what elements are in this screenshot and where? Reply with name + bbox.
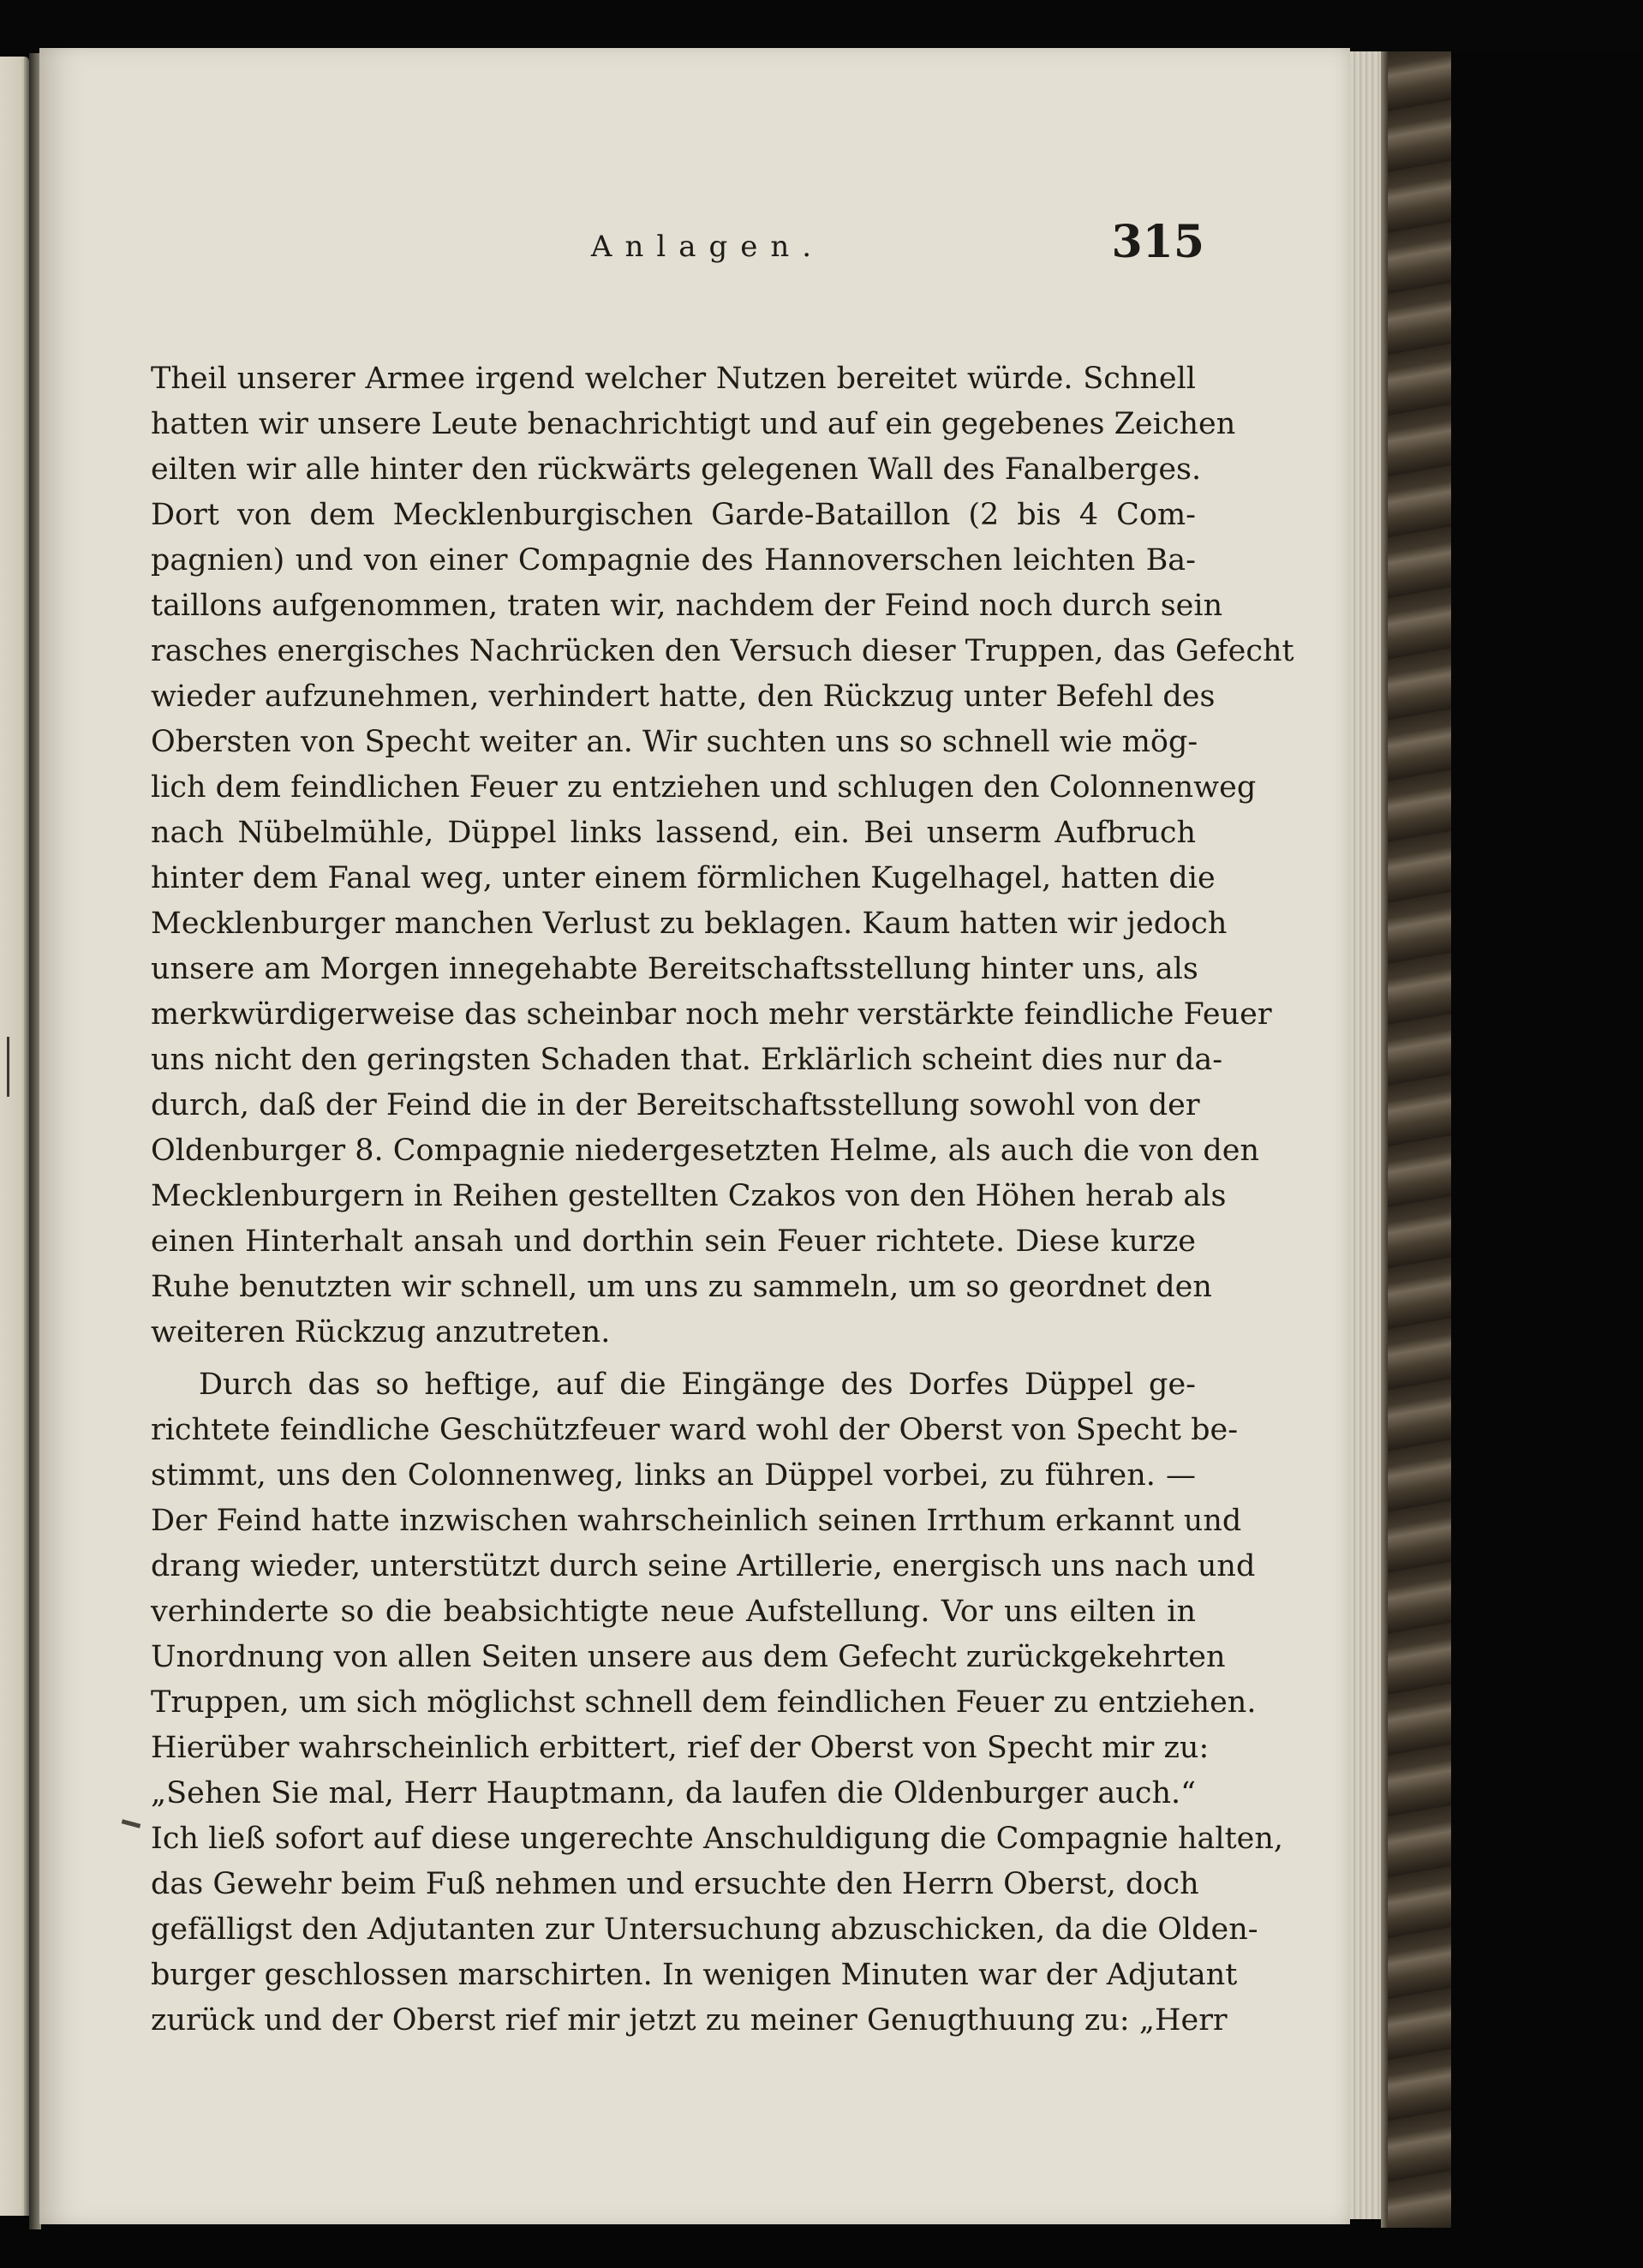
text-line: drang wieder, unterstützt durch seine Artillerie, energisch uns nach und (151, 1549, 1256, 1583)
text-line: das Gewehr beim Fuß nehmen und ersuchte den Herrn Oberst, doch (151, 1867, 1199, 1901)
text-line: Unordnung von allen Seiten unsere aus dem Gefecht zurückgekehrten (151, 1640, 1226, 1674)
marbled-cover (1381, 51, 1451, 2228)
scan-background (0, 0, 1643, 53)
text-line: taillons aufgenommen, traten wir, nachdem der Feind noch durch sein (151, 589, 1223, 623)
text-line: pagnien) und von einer Compagnie des Hannoverschen leichten Ba- (151, 543, 1196, 577)
text-line: Obersten von Specht weiter an. Wir suchten uns so schnell wie mög- (151, 725, 1198, 759)
text-line: zurück und der Oberst rief mir jetzt zu meiner Genugthuung zu: „Herr (151, 2003, 1228, 2038)
text-line: Mecklenburger manchen Verlust zu beklagen. Kaum hatten wir jedoch (151, 907, 1228, 941)
text-line: unsere am Morgen innegehabte Bereitschaftsstellung hinter uns, als (151, 952, 1198, 986)
margin-line (7, 1037, 9, 1097)
text-line: burger geschlossen marschirten. In wenigen Minuten war der Adjutant (151, 1958, 1238, 1992)
text-line: Mecklenburgern in Reihen gestellten Czakos von den Höhen herab als (151, 1179, 1227, 1213)
text-line: hinter dem Fanal weg, unter einem förmlichen Kugelhagel, hatten die (151, 861, 1216, 895)
text-line: durch, daß der Feind die in der Bereitschaftsstellung sowohl von der (151, 1088, 1200, 1122)
margin-mark (122, 1819, 141, 1828)
text-line: nach Nübelmühle, Düppel links lassend, ein. Bei unserm Aufbruch (151, 816, 1196, 850)
text-line: eilten wir alle hinter den rückwärts gelegenen Wall des Fanalberges. (151, 452, 1202, 487)
text-line: Oldenburger 8. Compagnie niedergesetzten Helme, als auch die von den (151, 1134, 1260, 1168)
text-line: merkwürdigerweise das scheinbar noch mehr verstärkte feindliche Feuer (151, 997, 1272, 1032)
text-line: einen Hinterhalt ansah und dorthin sein Feuer richtete. Diese kurze (151, 1224, 1196, 1259)
text-line: lich dem feindlichen Feuer zu entziehen und schlugen den Colonnenweg (151, 770, 1257, 805)
paragraph-1 (151, 356, 1294, 1355)
text-line: uns nicht den geringsten Schaden that. Erklärlich scheint dies nur da- (151, 1043, 1223, 1077)
book-page (39, 48, 1350, 2224)
text-line: Hierüber wahrscheinlich erbittert, rief der Oberst von Specht mir zu: (151, 1731, 1210, 1765)
text-line: wieder aufzunehmen, verhindert hatte, den Rückzug unter Befehl des (151, 679, 1216, 714)
text-line: weiteren Rückzug anzutreten. (151, 1315, 611, 1349)
text-line: hatten wir unsere Leute benachrichtigt und auf ein gegebenes Zeichen (151, 407, 1236, 441)
text-line: Durch das so heftige, auf die Eingänge des Dorfes Düppel ge- (199, 1367, 1196, 1402)
page-number: 315 (1111, 216, 1204, 268)
text-line: rasches energisches Nachrücken den Versuch dieser Truppen, das Gefecht (151, 634, 1294, 668)
text-line: „Sehen Sie mal, Herr Hauptmann, da laufen die Oldenburger auch.“ (151, 1776, 1196, 1810)
text-line: gefälligst den Adjutanten zur Untersuchung abzuschicken, da die Olden- (151, 1912, 1258, 1947)
running-title: Anlagen. (590, 230, 825, 264)
paragraph-2 (151, 1362, 1284, 2044)
text-line: stimmt, uns den Colonnenweg, links an Düppel vorbei, zu führen. — (151, 1458, 1196, 1493)
body-text (151, 356, 1294, 2044)
text-line: verhinderte so die beabsichtigte neue Aufstellung. Vor uns eilten in (151, 1595, 1196, 1629)
text-line: Theil unserer Armee irgend welcher Nutzen bereitet würde. Schnell (151, 362, 1196, 396)
text-line: Truppen, um sich möglichst schnell dem feindlichen Feuer zu entziehen. (151, 1685, 1257, 1720)
text-line: Dort von dem Mecklenburgischen Garde-Bataillon (2 bis 4 Com- (151, 498, 1196, 532)
previous-page-edge (0, 57, 29, 2216)
text-line: richtete feindliche Geschützfeuer ward wohl der Oberst von Specht be- (151, 1413, 1239, 1447)
text-line: Ruhe benutzten wir schnell, um uns zu sammeln, um so geordnet den (151, 1270, 1212, 1304)
text-line: Der Feind hatte inzwischen wahrscheinlich seinen Irrthum erkannt und (151, 1504, 1242, 1538)
page-stack-edge (1350, 51, 1384, 2219)
text-line: Ich ließ sofort auf diese ungerechte Anschuldigung die Compagnie halten, (151, 1822, 1284, 1856)
